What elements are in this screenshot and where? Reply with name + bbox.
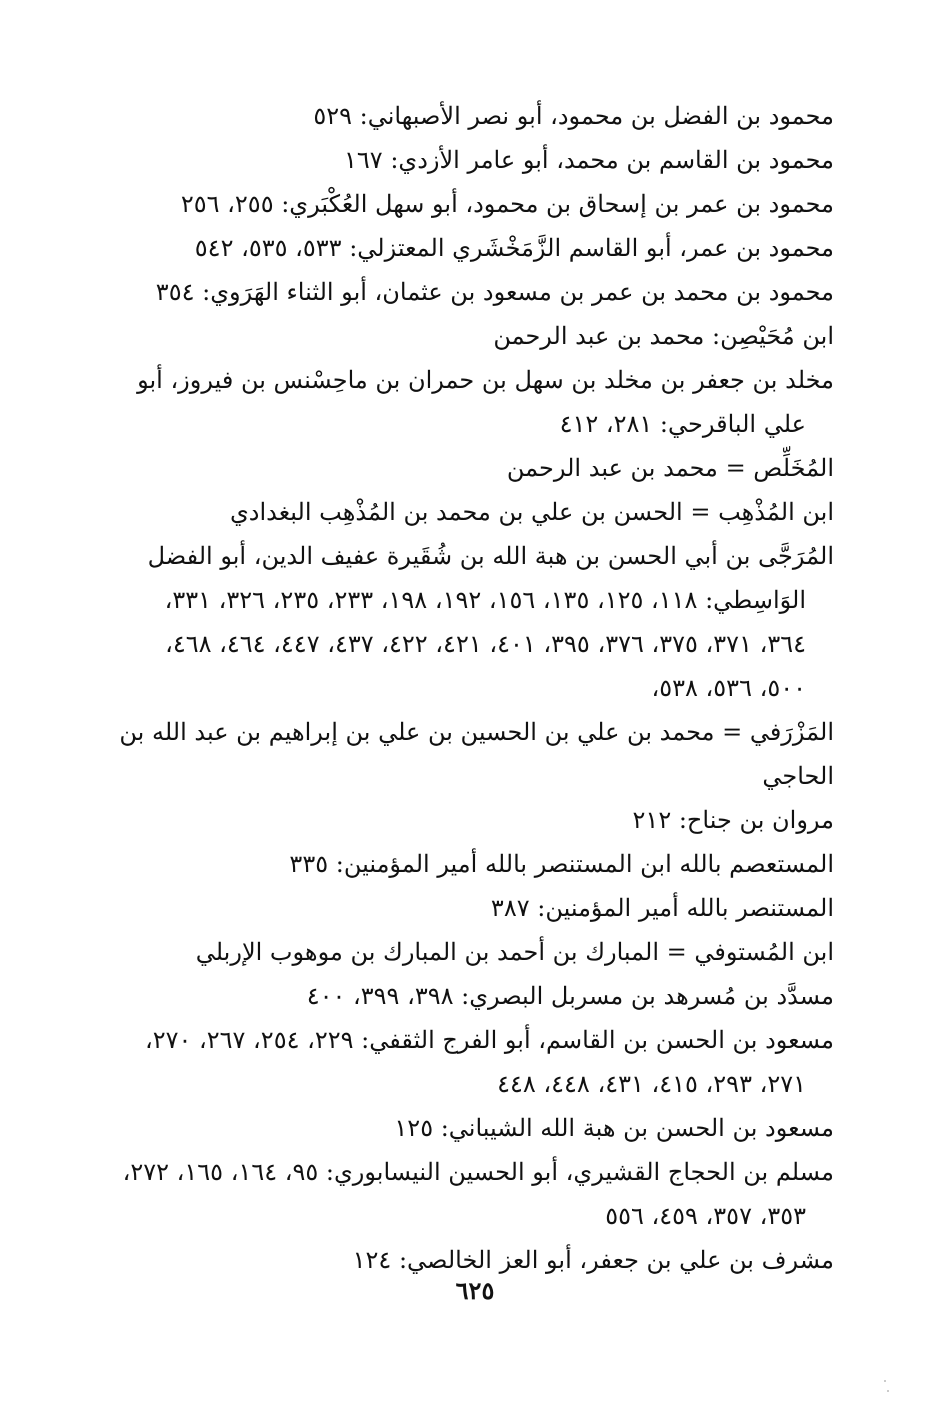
entry-references: ٥٣٣، ٥٣٥، ٥٤٢ (194, 234, 342, 262)
entry-references: ٢١٢ (632, 806, 672, 834)
entry-name: محمود بن الفضل بن محمود، أبو نصر الأصبهاني: (359, 102, 834, 130)
index-entry (114, 94, 834, 138)
entry-name: مسعود بن الحسن بن هبة الله الشيباني: (440, 1114, 834, 1142)
entry-references: ٣٥٤ (155, 278, 195, 306)
entry-name: محمود بن عمر بن إسحاق بن محمود، أبو سهل العُكْبَري: (281, 190, 834, 218)
entry-references: ١١٨، ١٢٥، ١٣٥، ١٥٦، ١٩٢، ١٩٨، ٢٣٣، ٢٣٥، ٣٢٦، ٣٣١، ٣٦٤، ٣٧١، ٣٧٥، ٣٧٦، ٣٩٥، ٤٠١، ٤٢١، ٤٢٢، ٤٣٧، ٤٤٧، ٤٦٤، ٤٦٨، ٥٠٠، ٥٣٦، ٥٣٨، (164, 586, 806, 702)
entry-references: ١٢٤ (352, 1246, 392, 1274)
entry-name: المستعصم بالله ابن المستنصر بالله أمير المؤمنين: (335, 850, 834, 878)
index-entry (114, 138, 834, 182)
index-entry (114, 842, 834, 886)
index-entry (114, 886, 834, 930)
entry-name: المُخَلِّص = (725, 454, 834, 482)
entry-references: ٢٥٥، ٢٥٦ (180, 190, 274, 218)
entry-cross-reference: الحسن بن علي بن محمد بن المُذْهِب البغدادي (229, 498, 683, 526)
entry-name: محمود بن محمد بن عمر بن مسعود بن عثمان، أبو الثناء الهَرَوي: (202, 278, 834, 306)
index-entry (114, 710, 834, 798)
entry-name: ابن المُستوفي = (666, 938, 834, 966)
index-entry (114, 182, 834, 226)
index-entry (114, 1018, 834, 1106)
index-entry (114, 534, 834, 710)
index-entry (114, 1106, 834, 1150)
entry-cross-reference: محمد بن عبد الرحمن (493, 322, 705, 350)
page-number: ٦٢٥ (455, 1276, 495, 1305)
entry-references: ٢٨١، ٤١٢ (559, 410, 653, 438)
entry-references: ١٦٧ (344, 146, 383, 174)
index-entry (114, 226, 834, 270)
index-entry (114, 490, 834, 534)
entry-name: المُرَجَّى بن أبي الحسن بن هبة الله بن شُقَيرة عفيف الدين، أبو الفضل الوَاسِطي: (147, 542, 834, 614)
scan-speck (887, 1390, 889, 1392)
entry-name: المَزْرَفي = (722, 718, 834, 746)
entry-references: ١٢٥ (394, 1114, 434, 1142)
index-entries (114, 94, 834, 1282)
entry-name: محمود بن القاسم بن محمد، أبو عامر الأزدي: (390, 146, 834, 174)
entry-name: مشرف بن علي بن جعفر، أبو العز الخالصي: (398, 1246, 834, 1274)
entry-cross-reference: محمد بن علي بن الحسين بن علي بن إبراهيم بن عبد الله بن الحاجي (119, 718, 834, 790)
entry-references: ٣٩٨، ٣٩٩، ٤٠٠ (306, 982, 454, 1010)
entry-name: مسلم بن الحجاج القشيري، أبو الحسين النيسابوري: (325, 1158, 834, 1186)
entry-references: ٣٨٧ (490, 894, 530, 922)
entry-references: ٢٢٩، ٢٥٤، ٢٦٧، ٢٧٠، ٢٧١، ٢٩٣، ٤١٥، ٤٣١، ٤٤٨، ٤٤٨ (144, 1026, 806, 1098)
entry-name: مروان بن جناح: (678, 806, 834, 834)
entry-name: المستنصر بالله أمير المؤمنين: (537, 894, 834, 922)
entry-name: ابن المُذْهِب = (690, 498, 834, 526)
scan-speck (884, 1380, 886, 1382)
index-entry (114, 314, 834, 358)
entry-name: مسعود بن الحسن بن القاسم، أبو الفرج الثقفي: (361, 1026, 834, 1054)
entry-references: ٩٥، ١٦٤، ١٦٥، ٢٧٢، ٣٥٣، ٣٥٧، ٤٥٩، ٥٥٦ (122, 1158, 806, 1230)
entry-name: محمود بن عمر، أبو القاسم الزَّمَخْشَري المعتزلي: (349, 234, 834, 262)
index-entry (114, 1150, 834, 1238)
index-entry (114, 446, 834, 490)
index-entry (114, 974, 834, 1018)
entry-cross-reference: محمد بن عبد الرحمن (506, 454, 718, 482)
entry-references: ٣٣٥ (289, 850, 329, 878)
entry-name: مسدَّد بن مُسرهد بن مسربل البصري: (461, 982, 834, 1010)
entry-name: ابن مُحَيْصِن: (711, 322, 834, 350)
index-entry (114, 270, 834, 314)
entry-cross-reference: المبارك بن أحمد بن المبارك بن موهوب الإربلي (195, 938, 659, 966)
entry-name: مخلد بن جعفر بن مخلد بن سهل بن حمران بن ماحِسْنس بن فيروز، أبو علي الباقرحي: (137, 366, 834, 438)
index-entry (114, 358, 834, 446)
index-entry (114, 798, 834, 842)
index-entry (114, 930, 834, 974)
entry-references: ٥٢٩ (313, 102, 352, 130)
